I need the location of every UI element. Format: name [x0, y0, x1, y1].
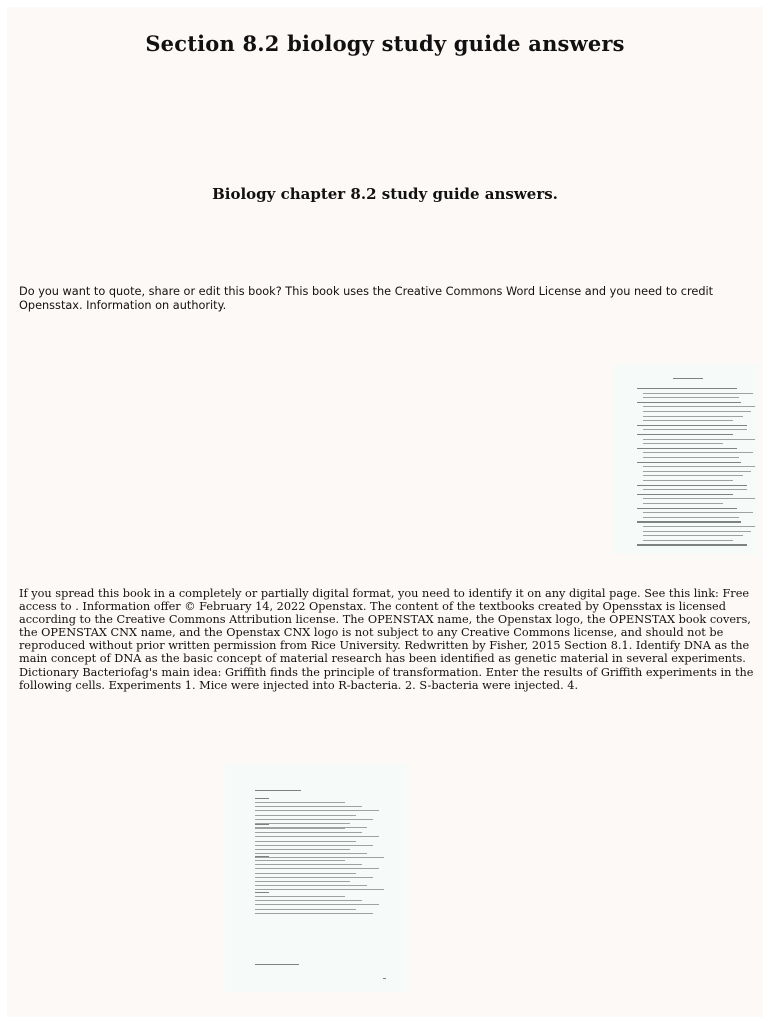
worksheet-text-line [643, 397, 739, 398]
worksheet-text-line [637, 462, 741, 463]
worksheet-text-line [637, 544, 747, 545]
worksheet-text-line [255, 889, 384, 890]
worksheet-text-line [643, 416, 743, 417]
worksheet-text-line [643, 466, 755, 467]
worksheet-text-line [255, 868, 379, 869]
worksheet-text-line [255, 836, 379, 837]
worksheet-text-line [637, 448, 737, 449]
page-subtitle: Biology chapter 8.2 study guide answers. [212, 185, 558, 203]
worksheet-text-line [643, 526, 755, 527]
worksheet-text-line [255, 823, 350, 824]
worksheet-text-line [643, 512, 753, 513]
worksheet-thumbnail-right [613, 364, 759, 554]
worksheet-text-line [637, 521, 741, 522]
worksheet-text-line [637, 434, 733, 435]
worksheet-text-line [643, 471, 751, 472]
worksheet-text-line [255, 856, 269, 857]
worksheet-text-line [643, 535, 743, 536]
worksheet-text-line [255, 964, 299, 965]
worksheet-text-line [643, 489, 747, 490]
worksheet-text-line [255, 815, 356, 816]
worksheet-text-line [255, 802, 345, 803]
worksheet-text-line [643, 393, 753, 394]
worksheet-text-line [643, 406, 755, 407]
worksheet-text-line [255, 909, 356, 910]
worksheet-text-line [255, 892, 269, 893]
worksheet-text-line [643, 531, 751, 532]
worksheet-text-line [643, 420, 733, 421]
worksheet-text-line [643, 498, 755, 499]
worksheet-text-line [643, 503, 723, 504]
worksheet-text-line [383, 978, 386, 979]
worksheet-text-line [255, 873, 356, 874]
worksheet-text-line [255, 806, 362, 807]
worksheet-text-line [643, 517, 739, 518]
worksheet-text-line [255, 896, 345, 897]
worksheet-text-line [255, 857, 384, 858]
worksheet-text-line [255, 824, 269, 825]
worksheet-text-line [255, 904, 379, 905]
worksheet-text-line [637, 402, 741, 403]
worksheet-text-line [643, 480, 733, 481]
worksheet-text-line [637, 494, 733, 495]
body-paragraph: If you spread this book in a completely or partially digital format, you need to identify it on any digital page. See this link: Free access to . Information offer © February 14, 2022 Openstax. The content of the textbooks created by Opensstax is licensed according to the Creative Commons Attribution license. The OPENSTAX name, the Openstax logo, the OPENSTAX book covers, the OPENSTAX CNX name, and the Openstax CNX logo is not subject to any Creative Commons license, and should not be reproduced without prior written permission from Rice University. Redwritten by Fisher, 2015 Section 8.1. Identify DNA as the main concept of DNA as the basic concept of material research has been identified as genetic material in several experiments. Dictionary Bacteriofag's main idea: Griffith finds the principle of transformation. Enter the results of Griffith experiments in the following cells. Experiments 1. Mice were injected into R-bacteria. 2. S-bacteria were injected. 4. [19, 587, 754, 692]
worksheet-text-line [255, 828, 345, 829]
worksheet-text-line [637, 425, 747, 426]
worksheet-text-line [255, 832, 362, 833]
worksheet-text-line [637, 388, 737, 389]
worksheet-text-line [255, 853, 367, 854]
worksheet-text-line [637, 508, 737, 509]
worksheet-text-line [255, 881, 350, 882]
worksheet-text-line [643, 429, 747, 430]
worksheet-text-line [643, 452, 753, 453]
worksheet-text-line [643, 439, 755, 440]
worksheet-text-line [255, 790, 301, 791]
intro-paragraph: Do you want to quote, share or edit this book? This book uses the Creative Commons Word License and you need to credit Opensstax. Information on authority. [19, 285, 714, 312]
worksheet-text-line [255, 860, 345, 861]
worksheet-text-line [637, 485, 747, 486]
worksheet-text-line [255, 798, 269, 799]
worksheet-text-line [255, 885, 367, 886]
worksheet-text-line [255, 900, 362, 901]
worksheet-thumbnail-bottom [225, 764, 407, 992]
worksheet-text-line [255, 841, 356, 842]
worksheet-text-line [643, 411, 751, 412]
worksheet-text-line [255, 819, 373, 820]
document-page [7, 7, 763, 1017]
worksheet-text-line [255, 849, 350, 850]
page-title: Section 8.2 biology study guide answers [145, 31, 625, 56]
worksheet-text-line [255, 877, 373, 878]
worksheet-text-line [643, 475, 743, 476]
worksheet-text-line [255, 913, 373, 914]
worksheet-text-line [643, 540, 733, 541]
worksheet-text-line [643, 457, 739, 458]
worksheet-text-line [255, 810, 379, 811]
worksheet-text-line [643, 443, 723, 444]
worksheet-text-line [255, 845, 373, 846]
worksheet-text-line [673, 378, 703, 379]
worksheet-text-line [255, 864, 362, 865]
